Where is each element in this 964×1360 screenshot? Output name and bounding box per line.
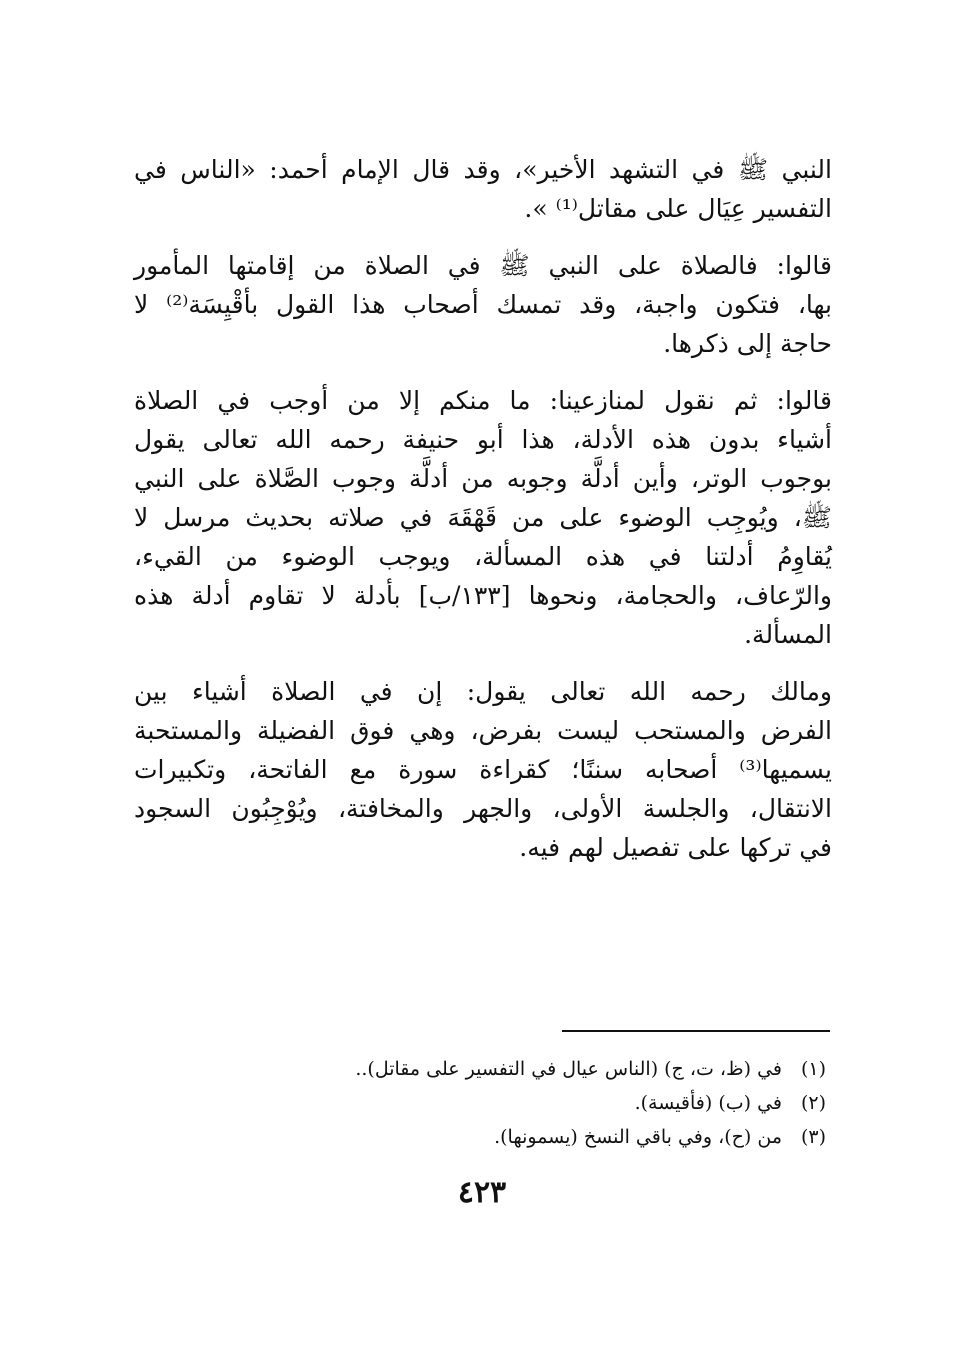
text-line: ﷺ، ويُوجِب الوضوء على من قَهْقَهَ في صلاته بحديث مرسل لا — [134, 503, 832, 532]
paragraph-3 — [134, 381, 832, 654]
text-line: والرّعاف، والحجامة، ونحوها [١٣٣/ب] بأدلة لا تقاوم أدلة هذه — [134, 581, 832, 610]
text-line: يُقاوِمُ أدلتنا في هذه المسألة، ويوجب الوضوء من القيء، — [134, 542, 832, 571]
footnote-3 — [186, 1120, 826, 1154]
footnote-1 — [186, 1052, 826, 1086]
footnote-text: في (ب) (فأقيسة). — [634, 1092, 782, 1114]
main-text — [134, 150, 832, 885]
paragraph-1 — [134, 150, 832, 228]
text-line: النبي ﷺ في التشهد الأخير»، وقد قال الإمام أحمد: «الناس في — [134, 155, 832, 184]
footnote-text: في (ظ، ت، ج) (الناس عيال في التفسير على مقاتل).. — [355, 1058, 782, 1080]
footnotes — [186, 1052, 826, 1154]
text-line: يسميها⁽³⁾ أصحابه سننًا؛ كقراءة سورة مع الفاتحة، وتكبيرات — [134, 755, 832, 784]
footnote-separator — [562, 1030, 830, 1032]
text-line: الفرض والمستحب ليست بفرض، وهي فوق الفضيلة والمستحبة — [134, 716, 832, 745]
footnote-text: من (ح)، وفي باقي النسخ (يسمونها). — [494, 1126, 782, 1148]
text-line: الانتقال، والجلسة الأولى، والجهر والمخافتة، ويُوْجِبُون السجود — [134, 794, 832, 823]
footnote-2 — [186, 1086, 826, 1120]
footnote-number: (١) — [800, 1058, 826, 1080]
text-line: قالوا: ثم نقول لمنازعينا: ما منكم إلا من أوجب في الصلاة — [134, 386, 832, 415]
footnote-number: (٣) — [800, 1126, 826, 1148]
paragraph-2 — [134, 246, 832, 363]
text-line: حاجة إلى ذكرها. — [663, 329, 832, 358]
text-line: أشياء بدون هذه الأدلة، هذا أبو حنيفة رحمه الله تعالى يقول — [134, 425, 832, 454]
footnote-number: (٢) — [800, 1092, 826, 1114]
text-line: التفسير عِيَال على مقاتل⁽¹⁾ ». — [524, 194, 832, 223]
paragraph-4 — [134, 672, 832, 867]
text-line: قالوا: فالصلاة على النبي ﷺ في الصلاة من إقامتها المأمور — [134, 251, 832, 280]
text-line: بها، فتكون واجبة، وقد تمسك أصحاب هذا القول بأقْيِسَة⁽²⁾ لا — [134, 290, 832, 319]
text-line: في تركها على تفصيل لهم فيه. — [519, 833, 832, 862]
text-line: ومالك رحمه الله تعالى يقول: إن في الصلاة أشياء بين — [134, 677, 832, 706]
page-number: ٤٢٣ — [457, 1175, 507, 1210]
text-line: المسألة. — [744, 620, 832, 649]
text-line: بوجوب الوتر، وأين أدلَّة وجوبه من أدلَّة وجوب الصَّلاة على النبي — [134, 464, 832, 493]
